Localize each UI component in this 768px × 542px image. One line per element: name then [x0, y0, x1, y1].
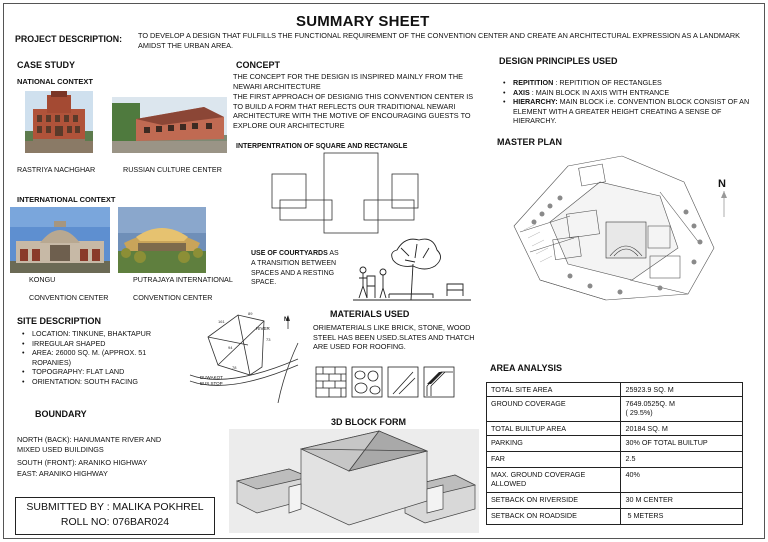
interpenetration-diagram: [268, 152, 420, 234]
master-plan-north-label: N: [718, 178, 726, 190]
principle-hierarchy: [501, 97, 751, 126]
materials-text: ORIEMATERIALS LIKE BRICK, STONE, WOOD STEEL HAS BEEN USED.SLATES AND THATCH ARE USED FOR ROOFING.: [313, 323, 475, 352]
rastriya-nachghar-caption: RASTRIYA NACHGHAR: [17, 165, 96, 174]
boundary-south: SOUTH (FRONT): ARANIKO HIGHWAY: [17, 458, 148, 467]
kongu-convention-center-photo: [10, 207, 110, 273]
area-label-max-coverage: MAX. GROUND COVERAGE ALLOWED: [487, 468, 621, 493]
master-plan-heading: MASTER PLAN: [497, 137, 562, 147]
area-label-total-site: TOTAL SITE AREA: [487, 383, 621, 397]
boundary-north: NORTH (BACK): HANUMANTE RIVER AND MIXED USED BUILDINGS: [17, 435, 162, 454]
kongu-caption-line1: KONGU: [29, 275, 56, 284]
concept-heading: CONCEPT: [236, 60, 281, 70]
project-description-heading: PROJECT DESCRIPTION:: [15, 34, 123, 44]
principle-repetition-term: REPITITION: [513, 78, 554, 87]
block-form-render: [229, 429, 479, 533]
putrajaya-caption-line1: PUTRAJAYA INTERNATIONAL: [133, 275, 233, 284]
boundary-east: EAST: ARANIKO HIGHWAY: [17, 469, 108, 478]
area-value-ground-coverage: 7649.0525Q. M ( 29.5%): [621, 397, 743, 422]
area-value-parking: 30% OF TOTAL BUILTUP: [621, 436, 743, 452]
principle-repetition: [501, 78, 751, 88]
site-item-shape: • IRREGULAR SHAPED: [20, 339, 180, 349]
table-row: [487, 383, 743, 397]
page-title: SUMMARY SHEET: [296, 13, 430, 30]
area-analysis-table: [486, 382, 743, 525]
principle-axis-desc: : MAIN BLOCK IN AXIS WITH ENTRANCE: [529, 87, 670, 97]
submitted-by-roll: ROLL NO: 076BAR024: [60, 516, 170, 528]
area-label-setback-river: SETBACK ON RIVERSIDE: [487, 493, 621, 509]
material-texture-samples: [315, 366, 455, 398]
area-value-setback-river: 30 M CENTER: [621, 493, 743, 509]
site-item-location: • LOCATION: TINKUNE, BHAKTAPUR: [20, 329, 180, 339]
design-principles-heading: DESIGN PRINCIPLES USED: [499, 56, 618, 66]
boundary-heading: BOUNDARY: [35, 409, 87, 419]
site-item-orientation: • ORIENTATION: SOUTH FACING: [20, 377, 180, 387]
svg-text:73: 73: [266, 337, 271, 342]
site-map-north-label: N: [284, 317, 289, 323]
area-value-far: 2.5: [621, 452, 743, 468]
submitted-by-name: SUBMITTED BY : MALIKA POKHREL: [26, 501, 204, 513]
table-row: [487, 493, 743, 509]
principle-axis-term: AXIS: [513, 87, 530, 97]
materials-heading: MATERIALS USED: [330, 309, 410, 319]
area-label-parking: PARKING: [487, 436, 621, 452]
design-principles-list: [501, 78, 751, 126]
table-row: [487, 397, 743, 422]
putrajaya-caption-line2: CONVENTION CENTER: [133, 293, 213, 302]
table-row: [487, 452, 743, 468]
site-item-topography: • TOPOGRAPHY: FLAT LAND: [20, 367, 180, 377]
master-plan-drawing: [510, 152, 720, 302]
concept-paragraph-1: THE CONCEPT FOR THE DESIGN IS INSPIRED MAINLY FROM THE NEWARI ARCHITECTURE: [233, 72, 464, 91]
principle-repetition-desc: : REPITITION OF RECTANGLES: [553, 78, 662, 87]
area-value-max-coverage: 40%: [621, 468, 743, 493]
north-arrow-icon: [720, 191, 728, 217]
area-analysis-heading: AREA ANALYSIS: [490, 363, 563, 373]
putrajaya-convention-center-photo: [118, 207, 206, 273]
site-description-list: [20, 329, 180, 387]
site-map-river-label: RIVER: [256, 326, 270, 331]
table-row: [487, 422, 743, 436]
svg-text:78: 78: [232, 365, 237, 370]
rastriya-nachghar-photo: [25, 91, 93, 153]
area-label-far: FAR: [487, 452, 621, 468]
courtyards-text: [251, 249, 341, 289]
submitted-by-box: [15, 497, 215, 535]
svg-text:89: 89: [248, 311, 253, 316]
principle-hierarchy-term: HIERARCHY:: [513, 97, 558, 107]
kongu-caption-line2: CONVENTION CENTER: [29, 293, 109, 302]
interpenetration-heading: INTERPENTRATION OF SQUARE AND RECTANGLE: [236, 143, 408, 150]
area-value-builtup: 20184 SQ. M: [621, 422, 743, 436]
table-row: [487, 509, 743, 525]
courtyards-description: AS A TRANSITION BETWEEN SPACES AND A RESTING SPACE.: [251, 250, 339, 287]
international-context-heading: INTERNATIONAL CONTEXT: [17, 195, 116, 204]
case-study-heading: CASE STUDY: [17, 60, 76, 70]
site-map-bus-stop-label: DUWAKOT BUS STOP: [200, 375, 223, 386]
block-form-heading: 3D BLOCK FORM: [331, 417, 406, 427]
principle-axis: [501, 88, 751, 98]
site-description-heading: SITE DESCRIPTION: [17, 316, 102, 326]
table-row: [487, 436, 743, 452]
svg-text:161: 161: [218, 319, 225, 324]
table-row: [487, 468, 743, 493]
area-value-total-site: 25923.9 SQ. M: [621, 383, 743, 397]
principle-hierarchy-desc: MAIN BLOCK i.e. CONVENTION BLOCK CONSIST OF AN ELEMENT WITH A GREATER HEIGHT CREATING A SENSE OF HIERARCHY.: [513, 97, 750, 126]
national-context-heading: NATIONAL CONTEXT: [17, 77, 93, 86]
courtyard-sketch: [353, 234, 471, 302]
concept-paragraph-2: THE FIRST APPROACH OF DESIGNIG THIS CONVENTION CENTER IS TO BUILD A FORM THAT REFLECTS OUR TRADITIONAL NEWARI ARCHITECTURE WITH THE MOTIVE OF ENCOURAGING GUESTS TO EXPLORE OUR ARCHITECTURE: [233, 92, 474, 130]
courtyards-label: USE OF COURTYARDS: [251, 250, 328, 257]
area-label-setback-road: SETBACK ON ROADSIDE: [487, 509, 621, 525]
site-item-area: • AREA: 26000 SQ. M. (APPROX. 51 ROPANIES): [20, 348, 180, 367]
russian-culture-center-caption: RUSSIAN CULTURE CENTER: [123, 165, 222, 174]
area-label-builtup: TOTAL BUILTUP AREA: [487, 422, 621, 436]
svg-text:94: 94: [228, 345, 233, 350]
area-value-setback-road: 5 METERS: [621, 509, 743, 525]
russian-culture-center-photo: [112, 97, 227, 153]
area-label-ground-coverage: GROUND COVERAGE: [487, 397, 621, 422]
project-description-text: TO DEVELOP A DESIGN THAT FULFILLS THE FUNCTIONAL REQUIREMENT OF THE CONVENTION CENTER AND CREATE AN ARCHITECTURAL EXPRESSION AS A LANDMARK AMIDST THE URBAN AREA.: [138, 31, 740, 50]
